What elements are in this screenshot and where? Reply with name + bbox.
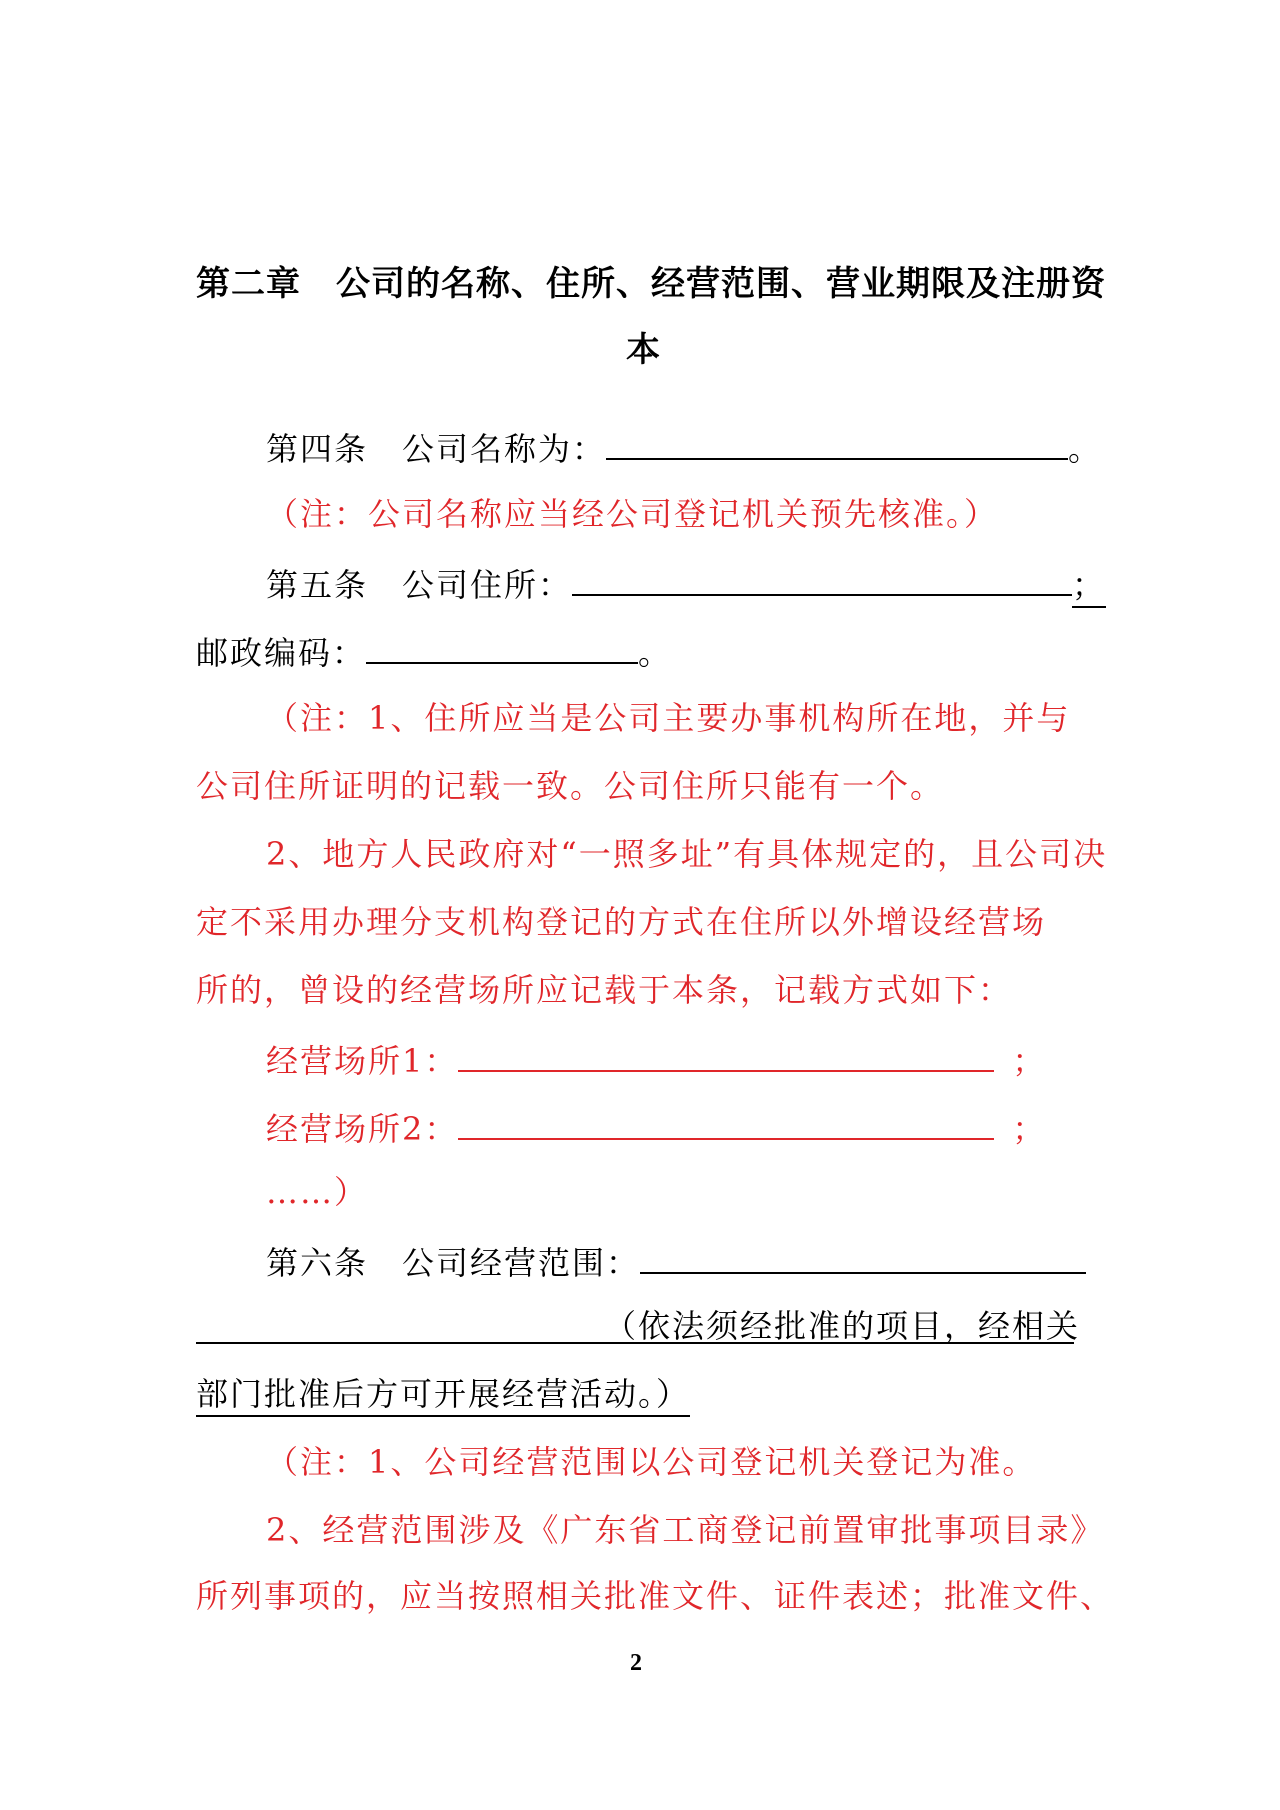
company-name-blank[interactable] [606, 426, 1068, 460]
article5-note2-line2: 定不采用办理分支机构登记的方式在住所以外增设经营场 [196, 903, 1047, 941]
business-site-1-blank[interactable] [458, 1038, 994, 1072]
postcode-blank[interactable] [366, 630, 638, 664]
article4-end: 。 [1068, 430, 1103, 468]
article4-label: 第四条 公司名称为： [266, 430, 607, 468]
article5-label: 第五条 公司住所： [266, 566, 573, 604]
article5-line [266, 562, 1106, 605]
postcode-line [196, 630, 672, 673]
business-site-1-line [266, 1038, 1046, 1081]
postcode-label: 邮政编码： [196, 634, 367, 672]
article5-note1-line1: （注：1、住所应当是公司主要办事机构所在地，并与 [266, 699, 1071, 737]
business-site-2-label: 经营场所2： [266, 1110, 459, 1148]
chapter-title-line2: 本 [626, 330, 660, 370]
article6-line3 [196, 1374, 690, 1414]
article5-note1-line2: 公司住所证明的记载一致。公司住所只能有一个。 [196, 767, 945, 805]
business-site-2-blank[interactable] [458, 1106, 994, 1140]
article6-note2-line2: 所列事项的，应当按照相关批准文件、证件表述；批准文件、 [196, 1577, 1115, 1615]
article6-note2-line1: 2、经营范围涉及《广东省工商登记前置审批事项目录》 [266, 1511, 1105, 1549]
article6-note1: （注：1、公司经营范围以公司登记机关登记为准。 [266, 1443, 1037, 1481]
business-site-2-semicolon: ； [1012, 1110, 1047, 1148]
chapter-title-line1: 第二章 公司的名称、住所、经营范围、营业期限及注册资 [196, 264, 1106, 304]
article6-label: 第六条 公司经营范围： [266, 1244, 641, 1282]
article6-line3-text: 部门批准后方可开展经营活动。） [196, 1375, 690, 1417]
business-site-2-line [266, 1106, 1046, 1149]
business-site-1-semicolon: ； [1012, 1042, 1047, 1080]
article5-note2-line3: 所的，曾设的经营场所应记载于本条，记载方式如下： [196, 971, 1013, 1009]
article4-line [266, 426, 1102, 469]
business-scope-blank[interactable] [640, 1240, 1086, 1274]
article5-note2-line1: 2、地方人民政府对“一照多址”有具体规定的，且公司决 [266, 835, 1108, 873]
business-site-1-label: 经营场所1： [266, 1042, 459, 1080]
company-address-blank[interactable] [572, 562, 1072, 596]
article6-line [266, 1240, 1086, 1283]
article6-line2-text: （依法须经批准的项目，经相关 [604, 1307, 1081, 1345]
article5-semicolon: ； [1072, 566, 1106, 608]
postcode-end: 。 [638, 634, 673, 672]
article5-ellipsis: ……） [266, 1173, 369, 1211]
article4-note: （注：公司名称应当经公司登记机关预先核准。） [266, 495, 999, 533]
page-number: 2 [630, 1650, 642, 1676]
